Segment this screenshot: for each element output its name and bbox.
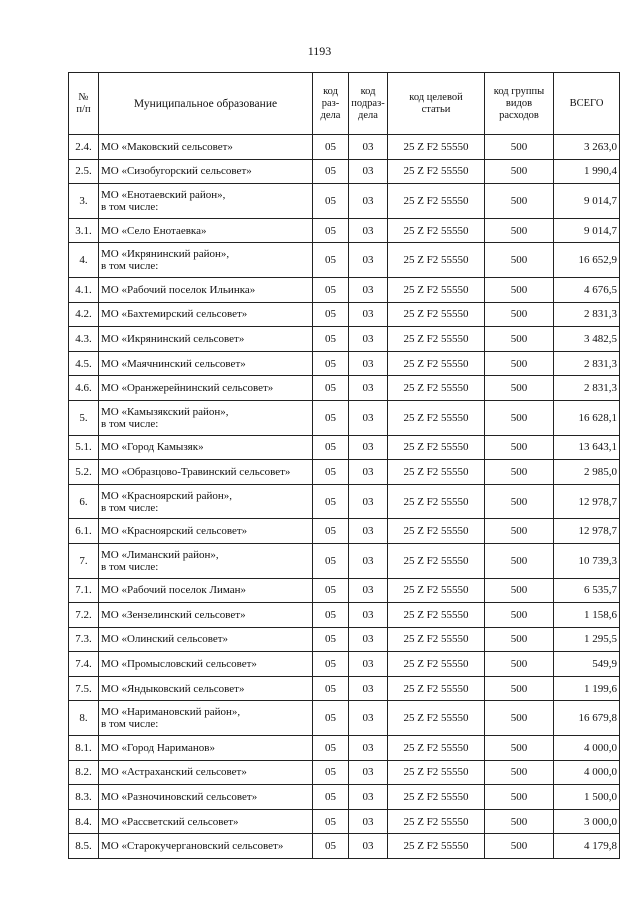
section-code: 05 bbox=[313, 302, 349, 327]
subsection-code: 03 bbox=[349, 760, 388, 785]
row-number: 4.1. bbox=[69, 277, 99, 302]
expense-group-code: 500 bbox=[485, 435, 554, 460]
municipality-name: МО «Рассветский сельсовет» bbox=[99, 809, 313, 834]
table-row bbox=[69, 376, 620, 401]
expense-group-code: 500 bbox=[485, 184, 554, 219]
table-row bbox=[69, 435, 620, 460]
subsection-code: 03 bbox=[349, 435, 388, 460]
expense-group-code: 500 bbox=[485, 243, 554, 278]
expense-group-code: 500 bbox=[485, 327, 554, 352]
budget-table bbox=[68, 72, 620, 859]
table-row bbox=[69, 460, 620, 485]
expense-group-code: 500 bbox=[485, 277, 554, 302]
target-code: 25 Z F2 55550 bbox=[388, 218, 485, 243]
table-row bbox=[69, 603, 620, 628]
row-number: 4.5. bbox=[69, 351, 99, 376]
row-number: 6.1. bbox=[69, 519, 99, 544]
subsection-code: 03 bbox=[349, 159, 388, 184]
section-code: 05 bbox=[313, 760, 349, 785]
expense-group-code: 500 bbox=[485, 603, 554, 628]
expense-group-code: 500 bbox=[485, 809, 554, 834]
total-amount: 13 643,1 bbox=[554, 435, 620, 460]
row-number: 8.2. bbox=[69, 760, 99, 785]
subsection-code: 03 bbox=[349, 701, 388, 736]
table-row bbox=[69, 701, 620, 736]
row-number: 4.6. bbox=[69, 376, 99, 401]
target-code: 25 Z F2 55550 bbox=[388, 484, 485, 519]
municipality-name: МО «Образцово-Травинский сельсовет» bbox=[99, 460, 313, 485]
row-number: 2.5. bbox=[69, 159, 99, 184]
target-code: 25 Z F2 55550 bbox=[388, 736, 485, 761]
table-row bbox=[69, 809, 620, 834]
section-code: 05 bbox=[313, 435, 349, 460]
target-code: 25 Z F2 55550 bbox=[388, 327, 485, 352]
total-amount: 10 739,3 bbox=[554, 543, 620, 578]
total-amount: 2 831,3 bbox=[554, 351, 620, 376]
section-code: 05 bbox=[313, 184, 349, 219]
municipality-name: МО «Рабочий поселок Лиман» bbox=[99, 578, 313, 603]
target-code: 25 Z F2 55550 bbox=[388, 809, 485, 834]
expense-group-code: 500 bbox=[485, 484, 554, 519]
page-number: 1193 bbox=[307, 44, 332, 58]
subsection-code: 03 bbox=[349, 218, 388, 243]
total-amount: 6 535,7 bbox=[554, 578, 620, 603]
row-number: 3.1. bbox=[69, 218, 99, 243]
section-code: 05 bbox=[313, 277, 349, 302]
table-row bbox=[69, 543, 620, 578]
table-row bbox=[69, 243, 620, 278]
section-code: 05 bbox=[313, 578, 349, 603]
municipality-name: МО «Олинский сельсовет» bbox=[99, 627, 313, 652]
table-row bbox=[69, 785, 620, 810]
subsection-code: 03 bbox=[349, 277, 388, 302]
section-code: 05 bbox=[313, 809, 349, 834]
subsection-code: 03 bbox=[349, 302, 388, 327]
target-code: 25 Z F2 55550 bbox=[388, 785, 485, 810]
target-code: 25 Z F2 55550 bbox=[388, 135, 485, 160]
subsection-code: 03 bbox=[349, 460, 388, 485]
row-number: 5.2. bbox=[69, 460, 99, 485]
expense-group-code: 500 bbox=[485, 834, 554, 859]
municipality-name: МО «Наримановский район», в том числе: bbox=[99, 701, 313, 736]
total-amount: 2 831,3 bbox=[554, 302, 620, 327]
table-row bbox=[69, 736, 620, 761]
subsection-code: 03 bbox=[349, 484, 388, 519]
table-row bbox=[69, 351, 620, 376]
target-code: 25 Z F2 55550 bbox=[388, 652, 485, 677]
table-row bbox=[69, 184, 620, 219]
expense-group-code: 500 bbox=[485, 701, 554, 736]
expense-group-code: 500 bbox=[485, 159, 554, 184]
row-number: 8.5. bbox=[69, 834, 99, 859]
table-row bbox=[69, 519, 620, 544]
table-row bbox=[69, 135, 620, 160]
section-code: 05 bbox=[313, 676, 349, 701]
table-row bbox=[69, 327, 620, 352]
total-amount: 3 000,0 bbox=[554, 809, 620, 834]
table-row bbox=[69, 484, 620, 519]
total-amount: 12 978,7 bbox=[554, 484, 620, 519]
municipality-name: МО «Лиманский район», в том числе: bbox=[99, 543, 313, 578]
expense-group-code: 500 bbox=[485, 627, 554, 652]
header-target-code: код целевой статьи bbox=[388, 73, 485, 135]
subsection-code: 03 bbox=[349, 543, 388, 578]
header-municipality: Муниципальное образование bbox=[99, 73, 313, 135]
table-row bbox=[69, 302, 620, 327]
header-total: ВСЕГО bbox=[554, 73, 620, 135]
total-amount: 1 500,0 bbox=[554, 785, 620, 810]
table-header-row bbox=[69, 73, 620, 135]
municipality-name: МО «Икрянинский сельсовет» bbox=[99, 327, 313, 352]
subsection-code: 03 bbox=[349, 785, 388, 810]
municipality-name: МО «Камызякский район», в том числе: bbox=[99, 400, 313, 435]
row-number: 8.3. bbox=[69, 785, 99, 810]
municipality-name: МО «Маячнинский сельсовет» bbox=[99, 351, 313, 376]
total-amount: 3 482,5 bbox=[554, 327, 620, 352]
target-code: 25 Z F2 55550 bbox=[388, 243, 485, 278]
row-number: 7.5. bbox=[69, 676, 99, 701]
table-row bbox=[69, 159, 620, 184]
row-number: 2.4. bbox=[69, 135, 99, 160]
municipality-name: МО «Промысловский сельсовет» bbox=[99, 652, 313, 677]
row-number: 7.2. bbox=[69, 603, 99, 628]
expense-group-code: 500 bbox=[485, 460, 554, 485]
municipality-name: МО «Красноярский сельсовет» bbox=[99, 519, 313, 544]
target-code: 25 Z F2 55550 bbox=[388, 519, 485, 544]
municipality-name: МО «Рабочий поселок Ильинка» bbox=[99, 277, 313, 302]
municipality-name: МО «Разночиновский сельсовет» bbox=[99, 785, 313, 810]
municipality-name: МО «Маковский сельсовет» bbox=[99, 135, 313, 160]
table-row bbox=[69, 652, 620, 677]
section-code: 05 bbox=[313, 400, 349, 435]
total-amount: 2 985,0 bbox=[554, 460, 620, 485]
municipality-name: МО «Икрянинский район», в том числе: bbox=[99, 243, 313, 278]
target-code: 25 Z F2 55550 bbox=[388, 578, 485, 603]
section-code: 05 bbox=[313, 701, 349, 736]
header-subsection-code: код подраз- дела bbox=[349, 73, 388, 135]
section-code: 05 bbox=[313, 376, 349, 401]
municipality-name: МО «Город Камызяк» bbox=[99, 435, 313, 460]
municipality-name: МО «Яндыковский сельсовет» bbox=[99, 676, 313, 701]
table-row bbox=[69, 676, 620, 701]
total-amount: 4 179,8 bbox=[554, 834, 620, 859]
subsection-code: 03 bbox=[349, 736, 388, 761]
row-number: 7.1. bbox=[69, 578, 99, 603]
target-code: 25 Z F2 55550 bbox=[388, 460, 485, 485]
subsection-code: 03 bbox=[349, 351, 388, 376]
total-amount: 4 000,0 bbox=[554, 736, 620, 761]
total-amount: 4 676,5 bbox=[554, 277, 620, 302]
target-code: 25 Z F2 55550 bbox=[388, 277, 485, 302]
section-code: 05 bbox=[313, 135, 349, 160]
table-row bbox=[69, 834, 620, 859]
row-number: 7.4. bbox=[69, 652, 99, 677]
expense-group-code: 500 bbox=[485, 652, 554, 677]
section-code: 05 bbox=[313, 785, 349, 810]
section-code: 05 bbox=[313, 218, 349, 243]
row-number: 4.3. bbox=[69, 327, 99, 352]
expense-group-code: 500 bbox=[485, 578, 554, 603]
expense-group-code: 500 bbox=[485, 676, 554, 701]
expense-group-code: 500 bbox=[485, 543, 554, 578]
total-amount: 1 158,6 bbox=[554, 603, 620, 628]
section-code: 05 bbox=[313, 652, 349, 677]
section-code: 05 bbox=[313, 834, 349, 859]
total-amount: 16 628,1 bbox=[554, 400, 620, 435]
total-amount: 1 199,6 bbox=[554, 676, 620, 701]
section-code: 05 bbox=[313, 736, 349, 761]
row-number: 8.4. bbox=[69, 809, 99, 834]
total-amount: 1 295,5 bbox=[554, 627, 620, 652]
subsection-code: 03 bbox=[349, 603, 388, 628]
target-code: 25 Z F2 55550 bbox=[388, 376, 485, 401]
section-code: 05 bbox=[313, 351, 349, 376]
subsection-code: 03 bbox=[349, 834, 388, 859]
subsection-code: 03 bbox=[349, 578, 388, 603]
section-code: 05 bbox=[313, 484, 349, 519]
target-code: 25 Z F2 55550 bbox=[388, 400, 485, 435]
municipality-name: МО «Астраханский сельсовет» bbox=[99, 760, 313, 785]
section-code: 05 bbox=[313, 327, 349, 352]
subsection-code: 03 bbox=[349, 327, 388, 352]
municipality-name: МО «Село Енотаевка» bbox=[99, 218, 313, 243]
row-number: 4. bbox=[69, 243, 99, 278]
expense-group-code: 500 bbox=[485, 302, 554, 327]
expense-group-code: 500 bbox=[485, 760, 554, 785]
target-code: 25 Z F2 55550 bbox=[388, 627, 485, 652]
municipality-name: МО «Бахтемирский сельсовет» bbox=[99, 302, 313, 327]
row-number: 7. bbox=[69, 543, 99, 578]
target-code: 25 Z F2 55550 bbox=[388, 435, 485, 460]
row-number: 5. bbox=[69, 400, 99, 435]
subsection-code: 03 bbox=[349, 184, 388, 219]
subsection-code: 03 bbox=[349, 519, 388, 544]
target-code: 25 Z F2 55550 bbox=[388, 302, 485, 327]
table-row bbox=[69, 218, 620, 243]
subsection-code: 03 bbox=[349, 376, 388, 401]
municipality-name: МО «Старокучергановский сельсовет» bbox=[99, 834, 313, 859]
municipality-name: МО «Зензелинский сельсовет» bbox=[99, 603, 313, 628]
expense-group-code: 500 bbox=[485, 400, 554, 435]
total-amount: 16 679,8 bbox=[554, 701, 620, 736]
total-amount: 1 990,4 bbox=[554, 159, 620, 184]
row-number: 4.2. bbox=[69, 302, 99, 327]
total-amount: 4 000,0 bbox=[554, 760, 620, 785]
target-code: 25 Z F2 55550 bbox=[388, 701, 485, 736]
municipality-name: МО «Город Нариманов» bbox=[99, 736, 313, 761]
header-expense-group-code: код группы видов расходов bbox=[485, 73, 554, 135]
municipality-name: МО «Енотаевский район», в том числе: bbox=[99, 184, 313, 219]
target-code: 25 Z F2 55550 bbox=[388, 184, 485, 219]
municipality-name: МО «Сизобугорский сельсовет» bbox=[99, 159, 313, 184]
row-number: 8. bbox=[69, 701, 99, 736]
target-code: 25 Z F2 55550 bbox=[388, 351, 485, 376]
expense-group-code: 500 bbox=[485, 351, 554, 376]
subsection-code: 03 bbox=[349, 809, 388, 834]
section-code: 05 bbox=[313, 543, 349, 578]
total-amount: 9 014,7 bbox=[554, 184, 620, 219]
row-number: 7.3. bbox=[69, 627, 99, 652]
subsection-code: 03 bbox=[349, 627, 388, 652]
municipality-name: МО «Оранжерейнинский сельсовет» bbox=[99, 376, 313, 401]
section-code: 05 bbox=[313, 159, 349, 184]
total-amount: 549,9 bbox=[554, 652, 620, 677]
table-row bbox=[69, 627, 620, 652]
expense-group-code: 500 bbox=[485, 218, 554, 243]
section-code: 05 bbox=[313, 460, 349, 485]
target-code: 25 Z F2 55550 bbox=[388, 603, 485, 628]
target-code: 25 Z F2 55550 bbox=[388, 543, 485, 578]
row-number: 6. bbox=[69, 484, 99, 519]
total-amount: 2 831,3 bbox=[554, 376, 620, 401]
subsection-code: 03 bbox=[349, 243, 388, 278]
target-code: 25 Z F2 55550 bbox=[388, 676, 485, 701]
expense-group-code: 500 bbox=[485, 785, 554, 810]
expense-group-code: 500 bbox=[485, 519, 554, 544]
subsection-code: 03 bbox=[349, 676, 388, 701]
total-amount: 12 978,7 bbox=[554, 519, 620, 544]
expense-group-code: 500 bbox=[485, 736, 554, 761]
expense-group-code: 500 bbox=[485, 135, 554, 160]
section-code: 05 bbox=[313, 627, 349, 652]
subsection-code: 03 bbox=[349, 400, 388, 435]
row-number: 3. bbox=[69, 184, 99, 219]
total-amount: 16 652,9 bbox=[554, 243, 620, 278]
target-code: 25 Z F2 55550 bbox=[388, 159, 485, 184]
table-row bbox=[69, 760, 620, 785]
header-section-code: код раз- дела bbox=[313, 73, 349, 135]
table-row bbox=[69, 277, 620, 302]
row-number: 8.1. bbox=[69, 736, 99, 761]
subsection-code: 03 bbox=[349, 135, 388, 160]
total-amount: 3 263,0 bbox=[554, 135, 620, 160]
header-num: № п/п bbox=[69, 73, 99, 135]
subsection-code: 03 bbox=[349, 652, 388, 677]
table-row bbox=[69, 400, 620, 435]
expense-group-code: 500 bbox=[485, 376, 554, 401]
target-code: 25 Z F2 55550 bbox=[388, 834, 485, 859]
row-number: 5.1. bbox=[69, 435, 99, 460]
total-amount: 9 014,7 bbox=[554, 218, 620, 243]
section-code: 05 bbox=[313, 603, 349, 628]
section-code: 05 bbox=[313, 243, 349, 278]
table-row bbox=[69, 578, 620, 603]
municipality-name: МО «Красноярский район», в том числе: bbox=[99, 484, 313, 519]
target-code: 25 Z F2 55550 bbox=[388, 760, 485, 785]
section-code: 05 bbox=[313, 519, 349, 544]
